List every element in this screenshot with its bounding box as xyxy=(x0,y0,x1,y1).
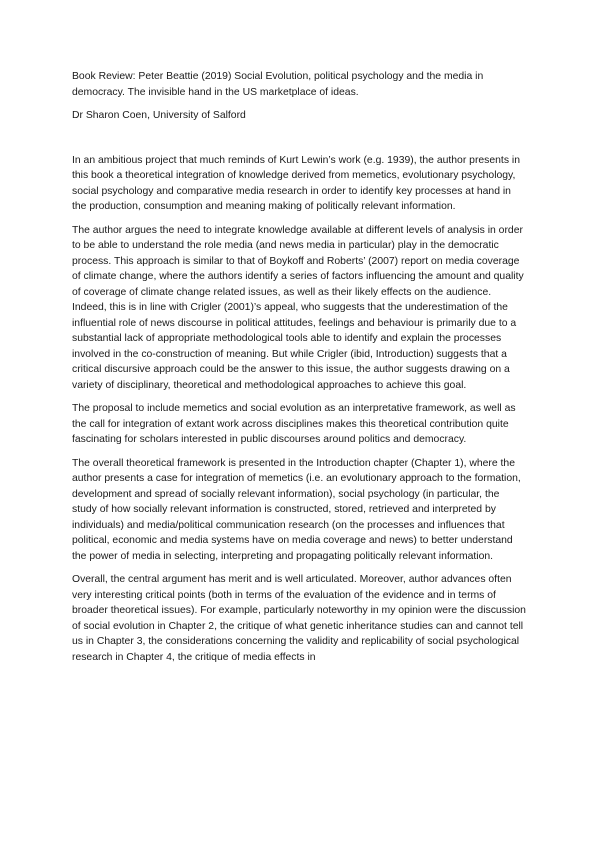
body-paragraph: Overall, the central argument has merit and is well articulated. Moreover, author advances often very interesting critical points (both in terms of the evaluation of the evidence and in terms of broader theoretical issues). For example, particularly noteworthy in my opinion were the discussion of social evolution in Chapter 2, the critique of what genetic inheritance studies can and cannot tell us in Chapter 3, the considerations concerning the validity and replicability of social psychological research in Chapter 4, the critique of media effects in xyxy=(72,574,526,663)
body-paragraph: The author argues the need to integrate knowledge available at different levels of analysis in order to be able to understand the role media (and news media in particular) play in the democratic process. This approach is similar to that of Boykoff and Roberts’ (2007) report on media coverage of climate change, where the authors identify a series of factors influencing the amount and quality of coverage of climate change related issues, as well as their likely effects on the audience. Indeed, this is in line with Crigler (2001)’s appeal, who suggests that the underestimation of the influential role of news discourse in political attitudes, feelings and behaviour is primarily due to a substantial lack of appropriate methodological tools able to identify and explain the processes involved in the co-construction of meaning. But while Crigler (ibid, Introduction) suggests that a critical discursive approach could be the answer to this issue, the author suggests drawing on a variety of disciplinary, theoretical and methodological approaches to achieve this goal. xyxy=(72,224,524,391)
body-paragraph: The proposal to include memetics and social evolution as an interpretative framework, as well as the call for integration of extant work across disciplines makes this theoretical contribution quite fascinating for scholars interested in public discourses around politics and democracy. xyxy=(72,403,516,445)
body-paragraph: The overall theoretical framework is presented in the Introduction chapter (Chapter 1), where the author presents a case for integration of memetics (i.e. an evolutionary approach to the formation, development and spread of socially relevant information), social psychology (in particular, the study of how socially relevant information is constructed, stored, retrieved and interpreted by individuals) and media/political communication research (on the processes and influences that political, economic and media systems have on media coverage and news) to better understand the power of media in selecting, interpreting and propagating politically relevant information. xyxy=(72,457,521,562)
review-author: Dr Sharon Coen, University of Salford xyxy=(72,110,246,121)
body-paragraph: In an ambitious project that much reminds of Kurt Lewin’s work (e.g. 1939), the author presents in this book a theoretical integration of knowledge derived from memetics, evolutionary psychology, social psychology and comparative media research in order to identify key processes at hand in the production, consumption and meaning making of politically relevant information. xyxy=(72,154,520,212)
document-body xyxy=(72,69,527,673)
review-title: Book Review: Peter Beattie (2019) Social Evolution, political psychology and the media in democracy. The invisible hand in the US marketplace of ideas. xyxy=(72,71,484,98)
